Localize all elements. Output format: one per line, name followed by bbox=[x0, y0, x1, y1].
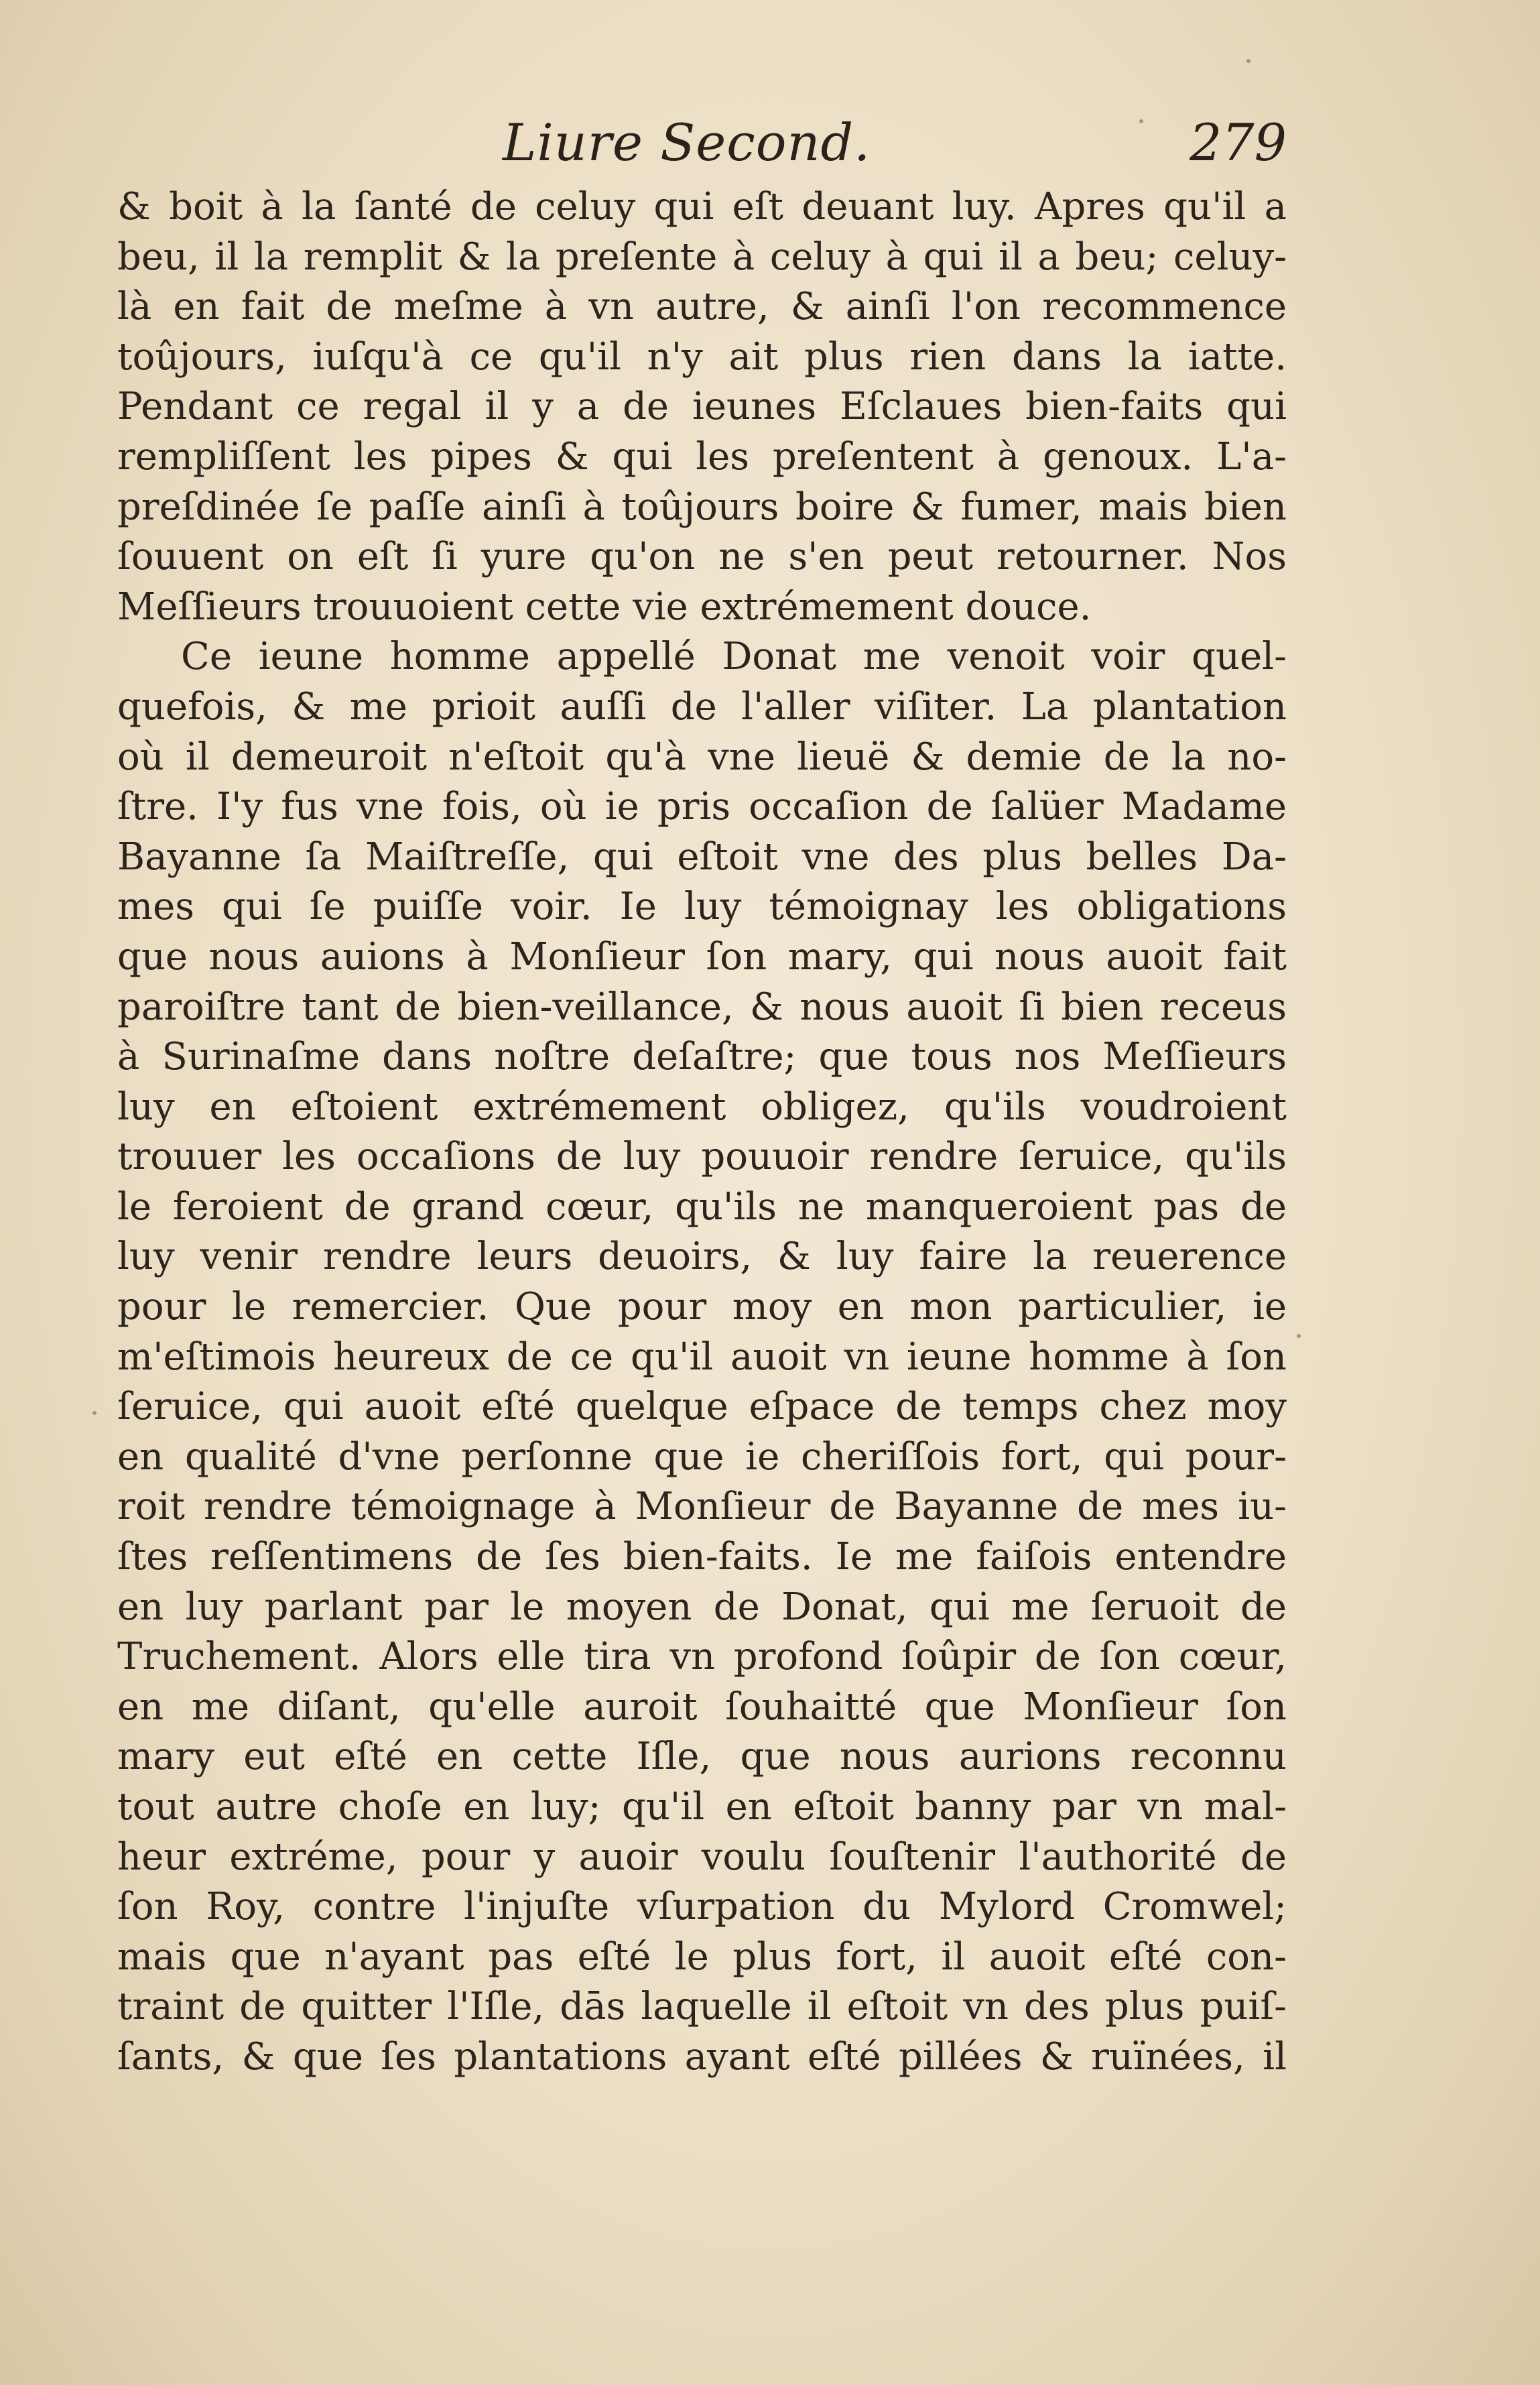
text-line: ſtes reſſentimens de ſes bien-faits. Ie me faiſois entendre bbox=[117, 1535, 1287, 1579]
text-line: Truchement. Alors elle tira vn profond ſoûpir de ſon cœur, bbox=[117, 1635, 1287, 1679]
paragraph bbox=[117, 632, 1287, 2082]
text-line: rempliſſent les pipes & qui les preſentent à genoux. L'a- bbox=[117, 434, 1287, 479]
text-line: traint de quitter l'Iſle, dās laquelle il eſtoit vn des plus puiſ- bbox=[117, 1985, 1287, 2029]
page-number: 279 bbox=[1189, 113, 1287, 172]
text-line: où il demeuroit n'eſtoit qu'à vne lieuë & demie de la no- bbox=[117, 735, 1287, 779]
text-line: en luy parlant par le moyen de Donat, qui me ſeruoit de bbox=[117, 1585, 1287, 1629]
text-line: trouuer les occaſions de luy pouuoir rendre ſeruice, qu'ils bbox=[117, 1135, 1287, 1179]
text-line: toûjours, iuſqu'à ce qu'il n'y ait plus rien dans la iatte. bbox=[117, 334, 1287, 379]
text-line: ſeruice, qui auoit eſté quelque eſpace de temps chez moy bbox=[117, 1385, 1287, 1429]
text-line: à Surinaſme dans noſtre deſaſtre; que tous nos Meſſieurs bbox=[117, 1035, 1287, 1079]
text-line: que nous auions à Monſieur ſon mary, qui nous auoit fait bbox=[117, 934, 1287, 979]
paper-speck bbox=[1139, 119, 1143, 123]
paper-speck bbox=[1246, 59, 1250, 63]
page-header bbox=[117, 107, 1287, 181]
running-title: Liure Second. bbox=[503, 113, 871, 172]
text-line: mes qui ſe puiſſe voir. Ie luy témoignay les obligations bbox=[117, 885, 1287, 929]
text-line: là en fait de meſme à vn autre, & ainſi l'on recommence bbox=[117, 285, 1287, 329]
text-line: ſouuent on eſt ſi yure qu'on ne s'en peut retourner. Nos bbox=[117, 535, 1287, 579]
text-line: preſdinée ſe paſſe ainſi à toûjours boire & fumer, mais bien bbox=[117, 485, 1287, 529]
text-line: en me diſant, qu'elle auroit ſouhaitté que Monſieur ſon bbox=[117, 1685, 1287, 1729]
text-line: beu, il la remplit & la preſente à celuy à qui il a beu; celuy- bbox=[117, 235, 1287, 279]
text-line: ſon Roy, contre l'injuſte vſurpation du Mylord Cromwel; bbox=[117, 1885, 1287, 1929]
body-text bbox=[117, 182, 1287, 2083]
text-line: Pendant ce regal il y a de ieunes Eſclaues bien-faits qui bbox=[117, 385, 1287, 429]
text-line: roit rendre témoignage à Monſieur de Bayanne de mes iu- bbox=[117, 1485, 1287, 1529]
paper-speck bbox=[1297, 1334, 1301, 1338]
text-line: & boit à la ſanté de celuy qui eſt deuant luy. Apres qu'il a bbox=[117, 185, 1287, 229]
text-line: Bayanne ſa Maiſtreſſe, qui eſtoit vne des plus belles Da- bbox=[117, 835, 1287, 879]
text-line: heur extréme, pour y auoir voulu ſouſtenir l'authorité de bbox=[117, 1835, 1287, 1879]
text-line: mais que n'ayant pas eſté le plus fort, il auoit eſté con- bbox=[117, 1935, 1287, 1979]
text-line: mary eut eſté en cette Iſle, que nous aurions reconnu bbox=[117, 1735, 1287, 1779]
paper-speck bbox=[92, 1411, 97, 1415]
text-line: ſants, & que ſes plantations ayant eſté pillées & ruïnées, il bbox=[117, 2034, 1287, 2079]
text-line: ſtre. I'y fus vne fois, où ie pris occaſion de ſalüer Madame bbox=[117, 785, 1287, 829]
text-line: le feroient de grand cœur, qu'ils ne manqueroient pas de bbox=[117, 1184, 1287, 1229]
text-line: luy en eſtoient extrémement obligez, qu'ils voudroient bbox=[117, 1085, 1287, 1129]
text-line: quefois, & me prioit auſſi de l'aller viſiter. La plantation bbox=[117, 684, 1287, 729]
text-line: m'eſtimois heureux de ce qu'il auoit vn ieune homme à ſon bbox=[117, 1335, 1287, 1379]
text-line: tout autre choſe en luy; qu'il en eſtoit banny par vn mal- bbox=[117, 1785, 1287, 1829]
text-line: luy venir rendre leurs deuoirs, & luy faire la reuerence bbox=[117, 1235, 1287, 1279]
text-line: en qualité d'vne perſonne que ie cheriſſois fort, qui pour- bbox=[117, 1434, 1287, 1479]
text-line: Ce ieune homme appellé Donat me venoit voir quel- bbox=[181, 635, 1287, 679]
text-line: paroiſtre tant de bien-veillance, & nous auoit ſi bien receus bbox=[117, 985, 1287, 1029]
text-line: Meſſieurs trouuoient cette vie extrémement douce. bbox=[117, 585, 1092, 629]
paragraph bbox=[117, 182, 1287, 632]
text-line: pour le remercier. Que pour moy en mon particulier, ie bbox=[117, 1285, 1287, 1329]
